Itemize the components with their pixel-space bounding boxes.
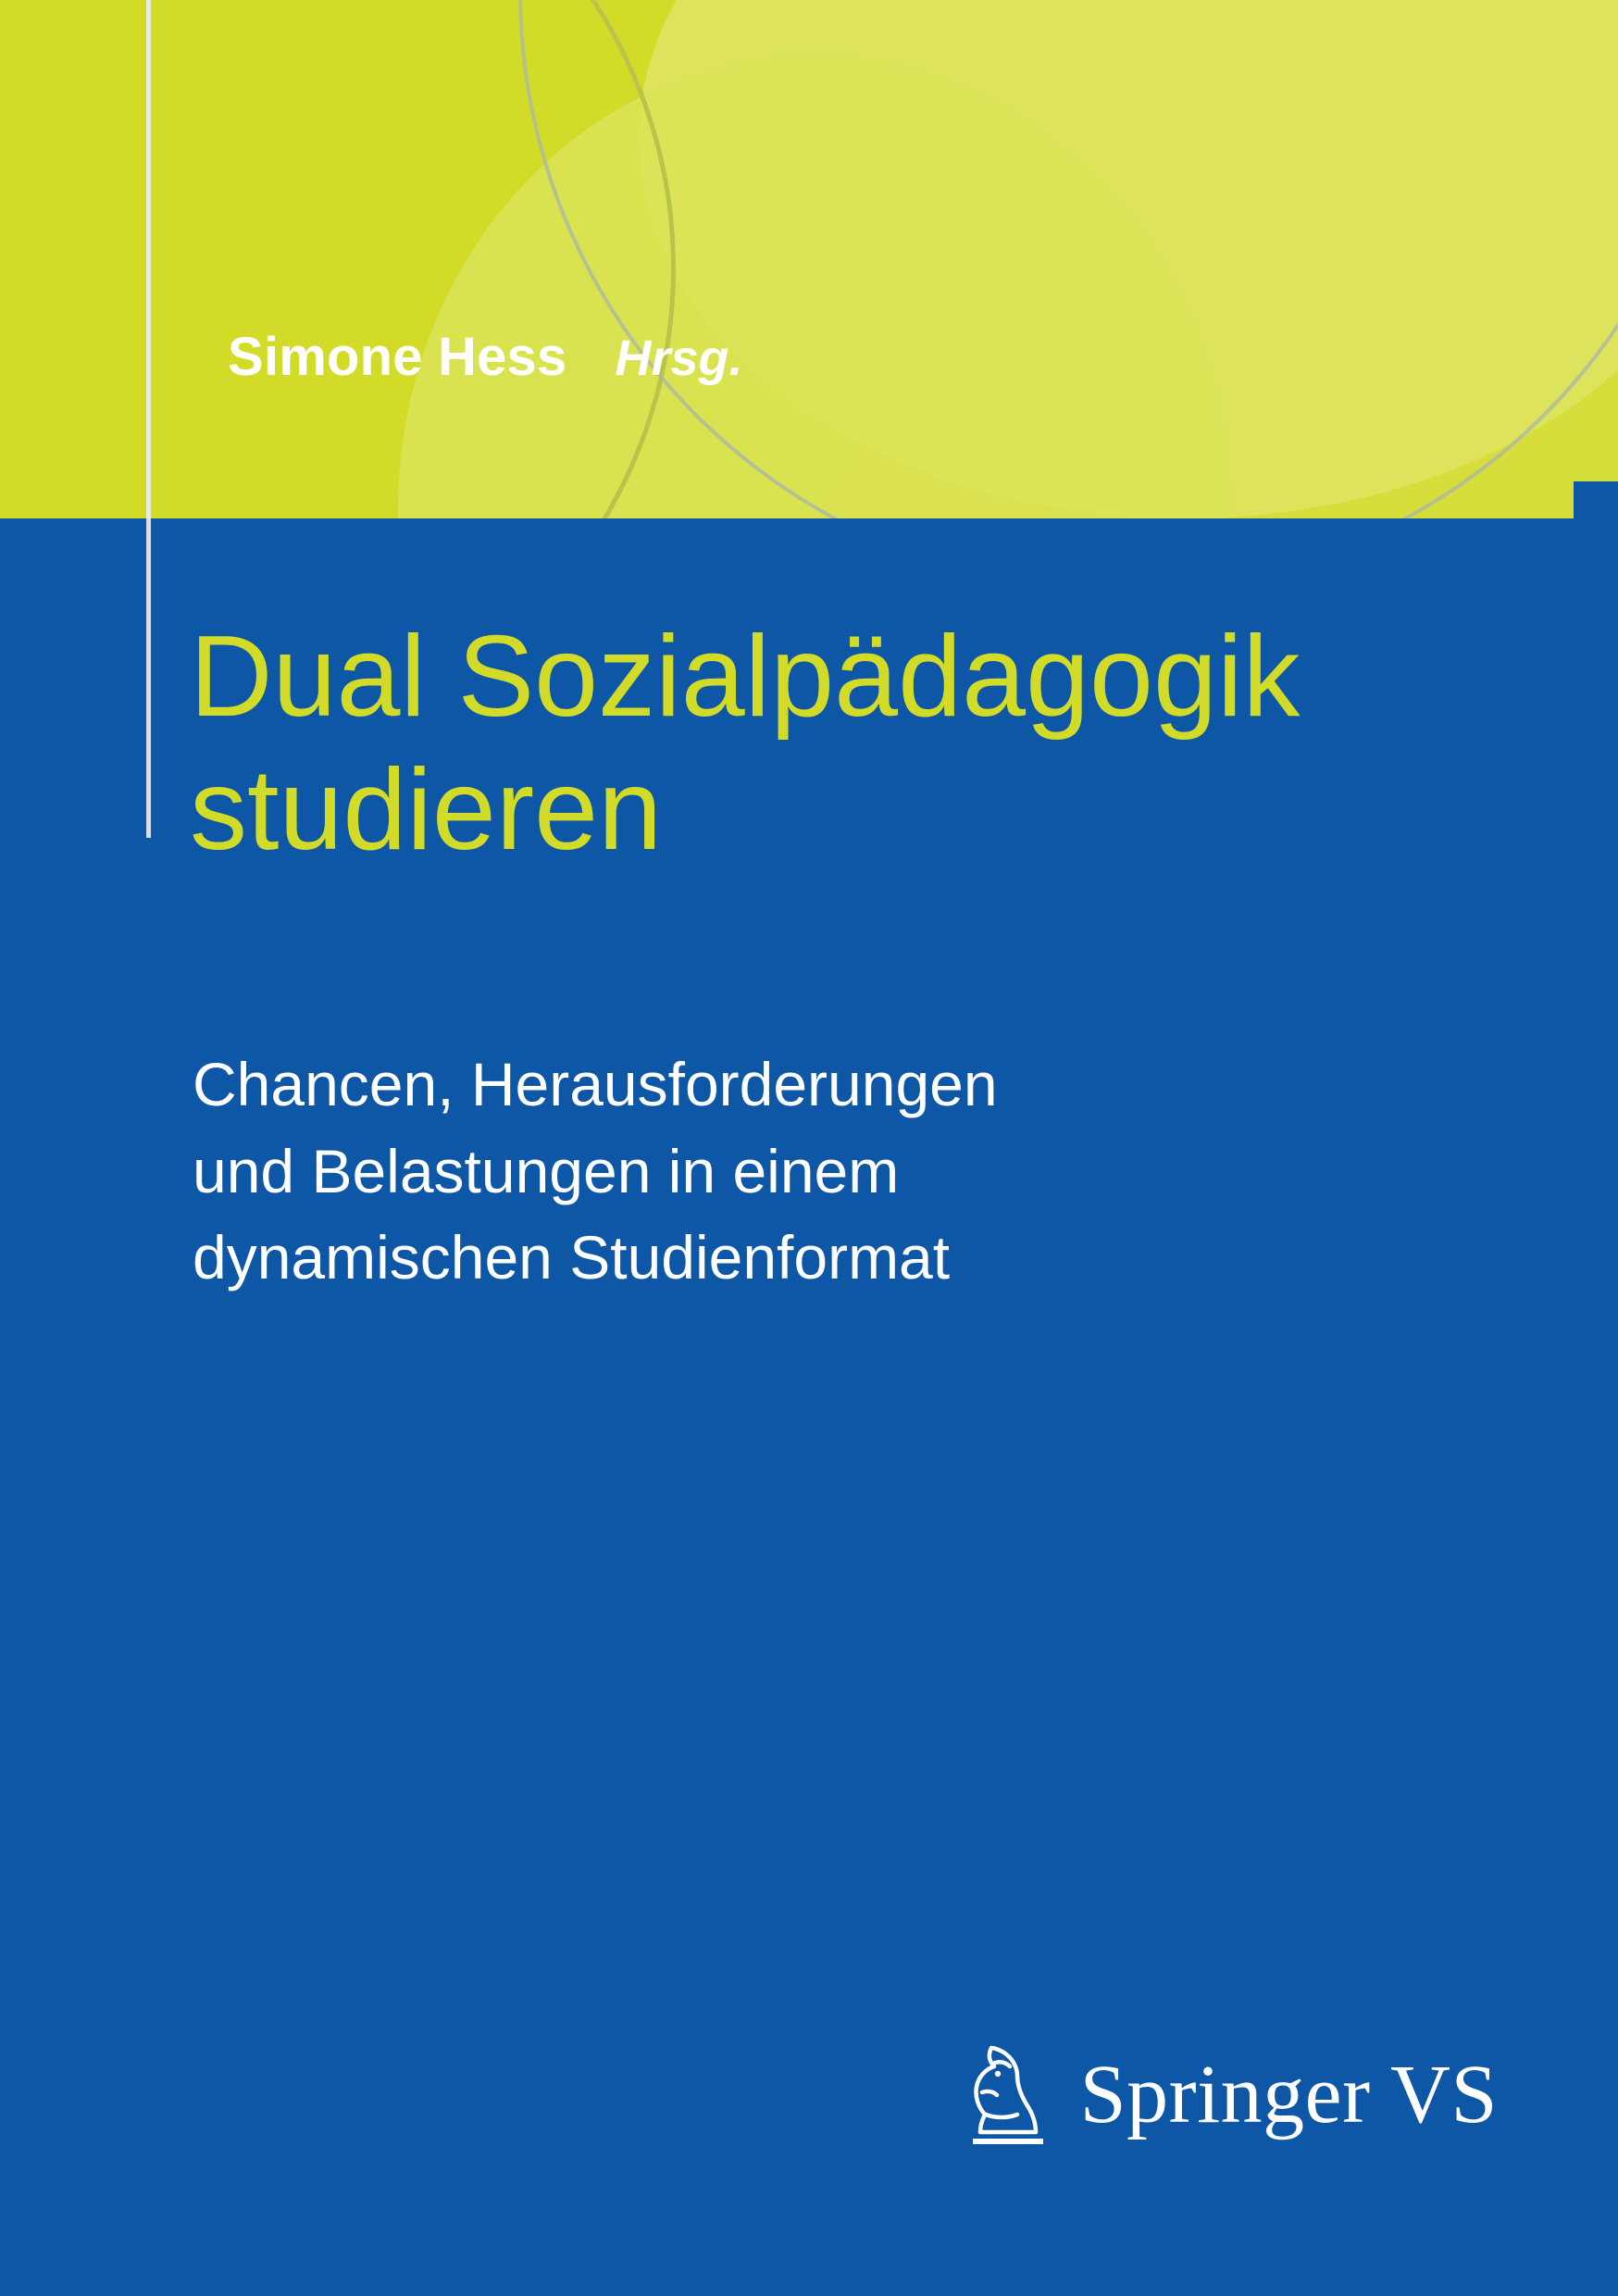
publisher-logo xyxy=(960,2039,1498,2157)
decorative-corner-notch xyxy=(1574,481,1618,518)
subtitle-line-2: und Belastungen in einem xyxy=(193,1136,900,1205)
publisher-name: Springer VS xyxy=(1079,2049,1498,2140)
subtitle-line-1: Chancen, Herausforderungen xyxy=(193,1050,998,1118)
editor-role: Hrsg. xyxy=(615,331,743,386)
editor-line xyxy=(228,326,743,388)
title-line-1: Dual Sozialpädagogik xyxy=(190,613,1301,741)
springer-knight-icon xyxy=(960,2039,1056,2157)
cover-top-decoration xyxy=(0,0,1618,518)
editor-name: Simone Hess xyxy=(228,327,567,387)
subtitle-line-3: dynamischen Studienformat xyxy=(193,1223,951,1292)
vertical-rule xyxy=(146,0,151,838)
book-title xyxy=(190,611,1486,878)
book-subtitle xyxy=(193,1042,1303,1302)
title-line-2: studieren xyxy=(190,745,663,874)
